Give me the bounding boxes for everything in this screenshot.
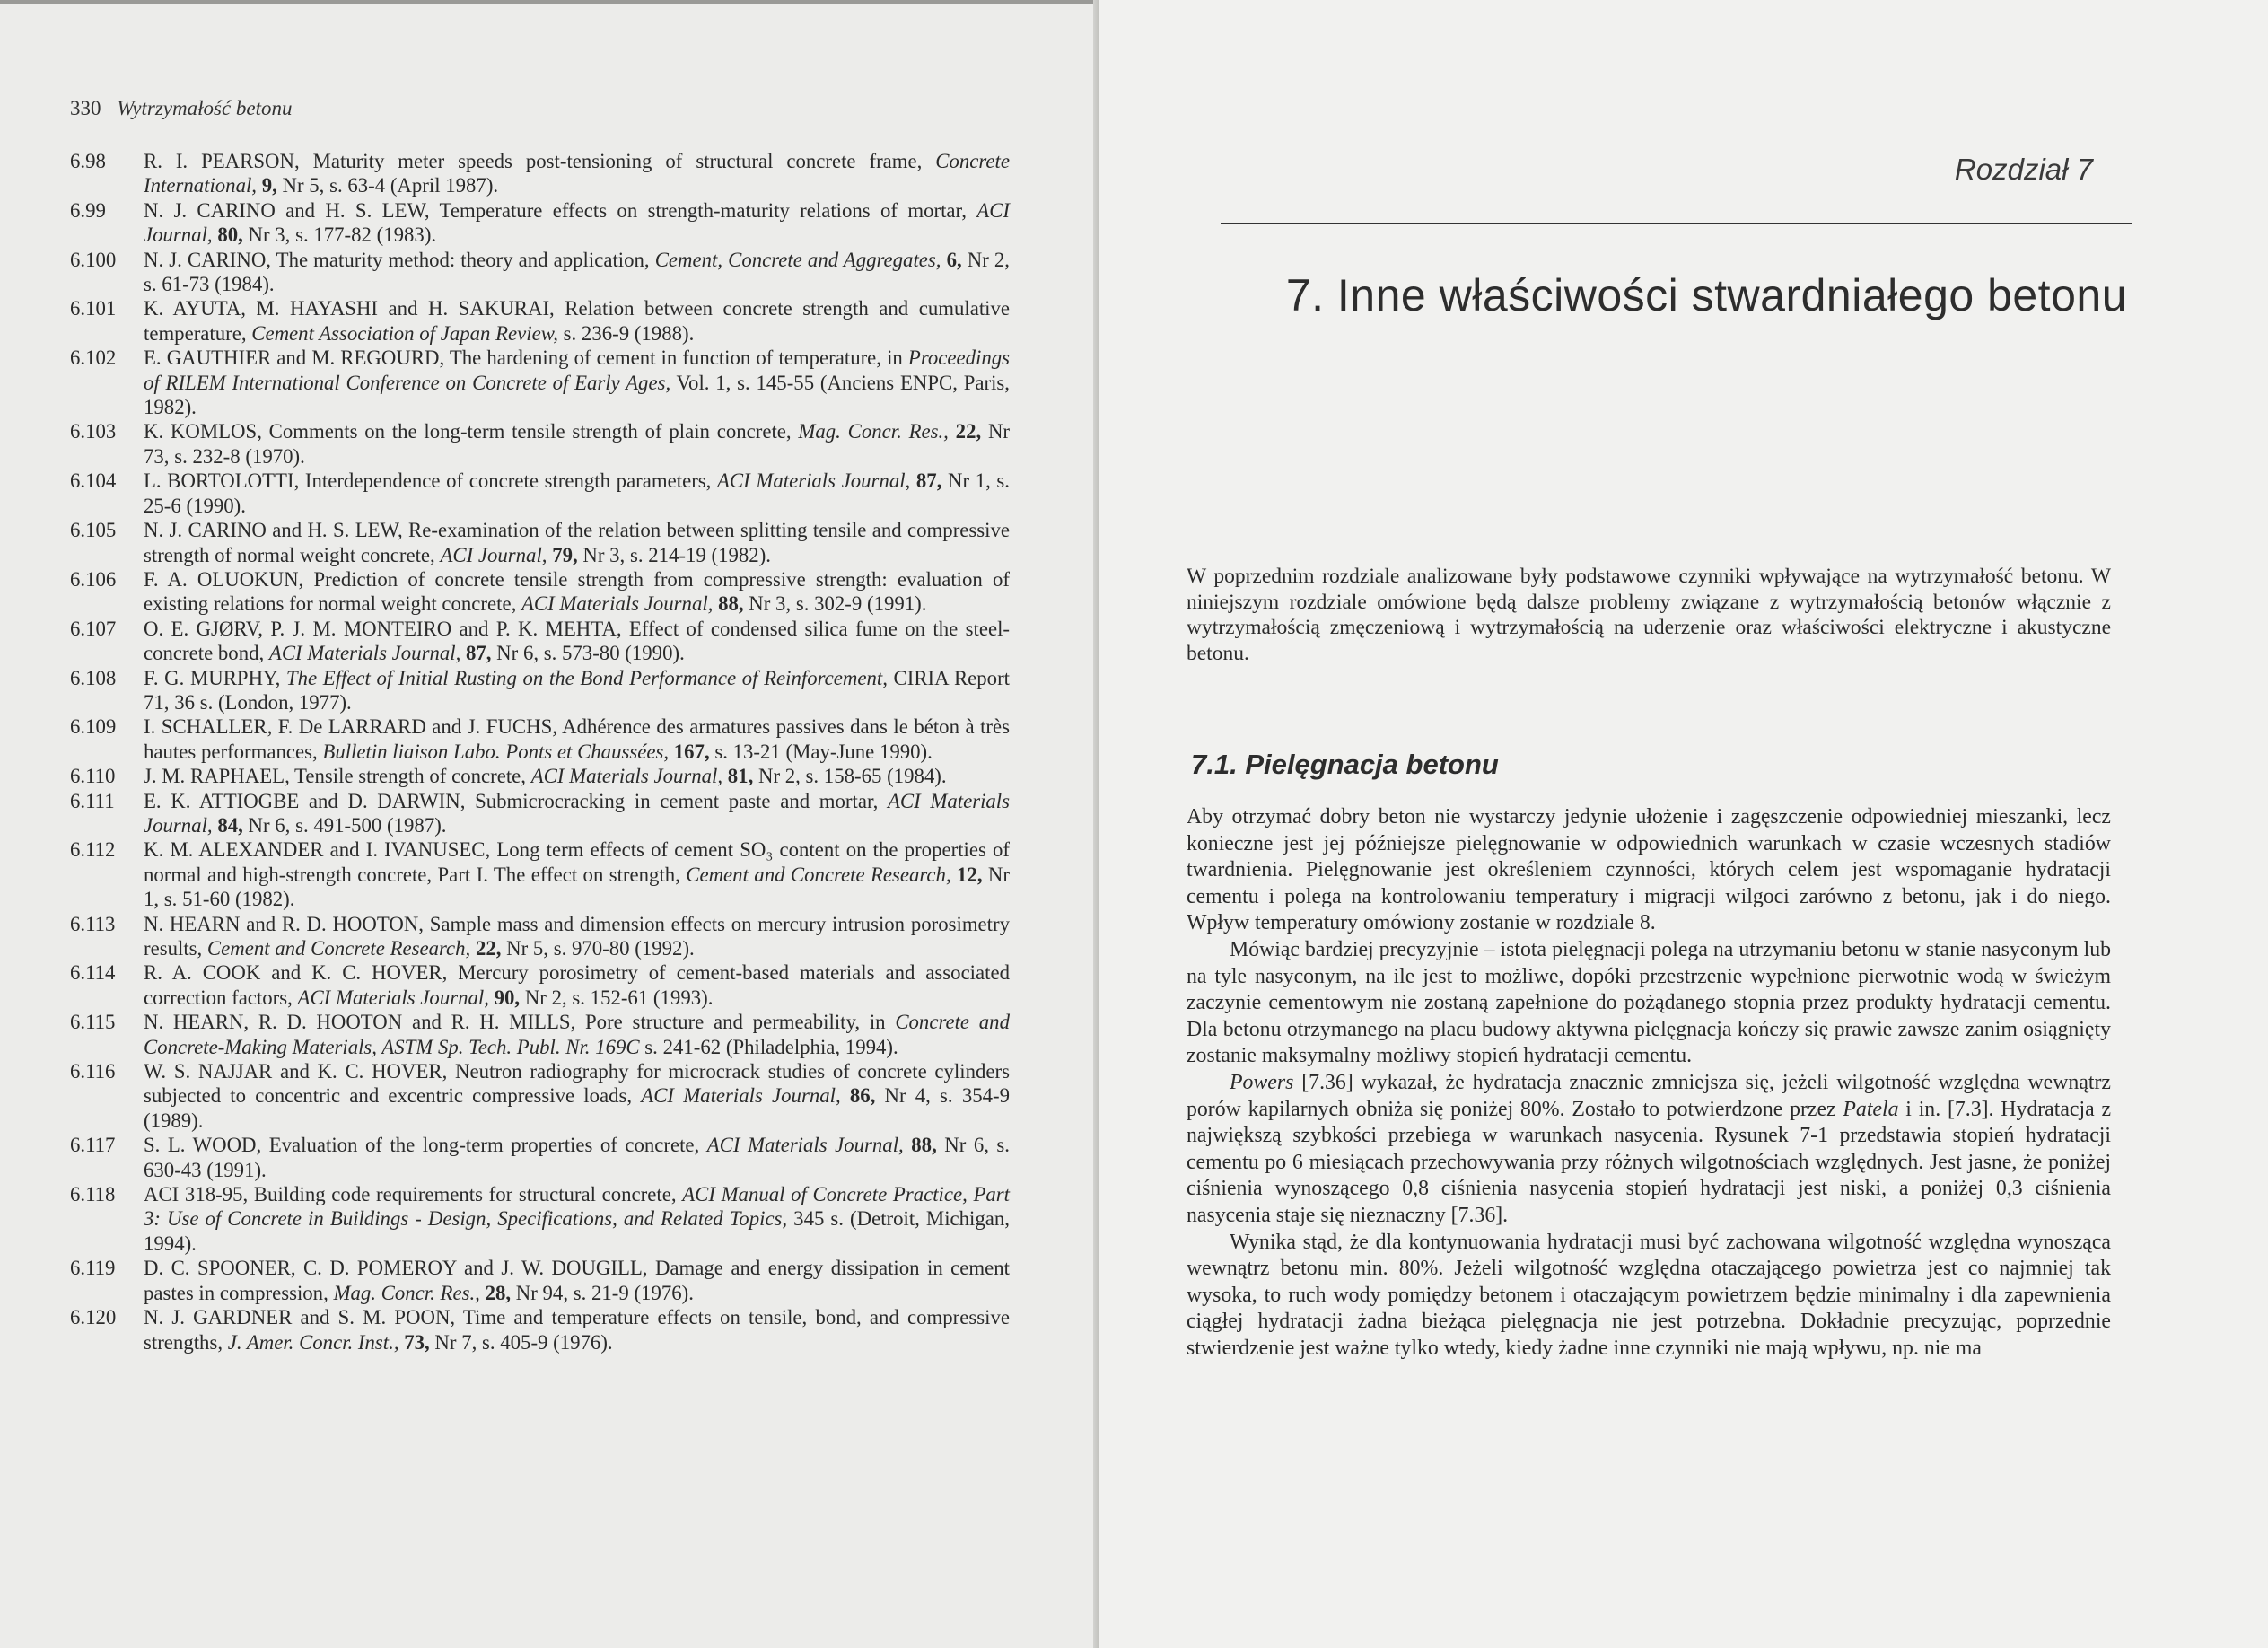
reference-text (144, 912, 1010, 961)
reference-item (70, 198, 1010, 248)
reference-text (144, 960, 1010, 1010)
text-run: Vol. 1, s. 145-55 (Anciens ENPC, Paris, 1982). (144, 371, 1010, 419)
reference-text (144, 198, 1010, 248)
italic-text: ACI Materials Journal, (641, 1084, 841, 1108)
text-run: N. HEARN and R. D. HOOTON, Sample mass and dimension effects on mercury intrusion porosimetry results, (144, 912, 1010, 960)
text-run: i in. [7.3]. Hydratacja z największą szybkości przebiega w warunkach nasycenia. Rysunek 7-1 przedstawia stopień hydratacji cementu po 6 miesiącach przechowywania przy różnych wilgotnościach względnych. Jest jasne, że poniżej ciśnienia wynoszącego 0,8 ciśnienia nasycenia stopień hydratacji jest niski, a poniżej 0,3 ciśnienia nasycenia staje się nieznaczny [7.36]. (1187, 1097, 2111, 1227)
text-run: R. I. PEARSON, Maturity meter speeds post-tensioning of structural concrete frame, (144, 150, 936, 172)
reference-text (144, 149, 1010, 198)
text-run (904, 1134, 912, 1156)
reference-item (70, 1133, 1010, 1182)
italic-text: ACI Materials Journal, (521, 592, 714, 616)
volume-number: 86, (849, 1084, 876, 1108)
italic-text: Powers (1230, 1070, 1294, 1094)
reference-item (70, 1305, 1010, 1354)
text-run: s. 241-62 (Philadelphia, 1994). (639, 1035, 898, 1058)
italic-text: ACI Materials Journal, (297, 986, 489, 1009)
reference-item (70, 149, 1010, 198)
italic-text: Bulletin liaison Labo. Ponts et Chaussées, (322, 740, 670, 763)
italic-text: Cement, Concrete and Aggregates, (654, 248, 941, 271)
right-page (1099, 0, 2268, 1648)
text-run: Nr 2, s. 61-73 (1984). (144, 248, 1011, 296)
reference-text (144, 346, 1010, 419)
text-run: L. BORTOLOTTI, Interdependence of concrete strength parameters, (144, 469, 717, 493)
reference-text (144, 518, 1010, 567)
italic-text: Concrete and Concrete-Making Materials, ASTM Sp. Tech. Publ. Nr. 169C (144, 1011, 1010, 1058)
page-number: 330 (70, 97, 101, 119)
text-run: 345 s. (Detroit, Michigan, 1994). (144, 1207, 1010, 1255)
text-run: E. GAUTHIER and M. REGOURD, The hardening of cement in function of temperature, in (144, 346, 908, 370)
running-head (70, 97, 1010, 120)
text-run: s. 236-9 (1988). (557, 321, 695, 345)
reference-item (70, 714, 1010, 764)
text-run: R. A. COOK and K. C. HOVER, Mercury porosimetry of cement-based materials and associated correction factors, (144, 961, 1010, 1009)
text-run: Nr 2, s. 158-65 (1984). (753, 765, 947, 788)
reference-number: 6.116 (70, 1060, 116, 1083)
reference-number: 6.110 (70, 765, 116, 788)
reference-text (144, 419, 1010, 469)
reference-text (144, 296, 1010, 346)
italic-text: ACI Journal, (144, 198, 1010, 247)
reference-item (70, 1256, 1010, 1305)
reference-number: 6.98 (70, 150, 106, 172)
reference-text (144, 567, 1010, 617)
reference-text (144, 1059, 1010, 1133)
text-run: E. K. ATTIOGBE and D. DARWIN, Submicrocracking in cement paste and mortar, (144, 789, 888, 812)
reference-text (144, 789, 1010, 838)
chapter-rule (1221, 223, 2132, 224)
italic-text: ACI Manual of Concrete Practice, Part 3: Use of Concrete in Buildings - Design, Specifications, and Related Topics, (144, 1183, 1010, 1231)
volume-number: 167, (673, 740, 710, 763)
text-run: Nr 3, s. 214-19 (1982). (577, 543, 771, 566)
text-run: Nr 6, s. 630-43 (1991). (144, 1134, 1010, 1181)
reference-item (70, 346, 1010, 419)
volume-number: 90, (494, 986, 521, 1009)
reference-item (70, 248, 1010, 297)
text-run: N. J. CARINO, The maturity method: theory and application, (144, 248, 655, 271)
italic-text: Proceedings of RILEM International Conference on Concrete of Early Ages, (144, 346, 1010, 394)
reference-text (144, 1133, 1010, 1182)
reference-number: 6.109 (70, 715, 117, 739)
italic-text: The Effect of Initial Rusting on the Bond Performance of Reinforcement, (285, 666, 888, 689)
reference-number: 6.103 (70, 420, 117, 443)
body-paragraph (1187, 804, 2111, 937)
text-run: Nr 1, s. 51-60 (1982). (144, 863, 1010, 911)
text-run: K. KOMLOS, Comments on the long-term tensile strength of plain concrete, (144, 420, 799, 443)
left-page (0, 0, 1108, 1648)
text-run: N. HEARN, R. D. HOOTON and R. H. MILLS, Pore structure and permeability, in (144, 1011, 896, 1034)
italic-text: Mag. Concr. Res., (798, 420, 949, 443)
body-paragraph (1187, 1070, 2111, 1230)
text-run: Nr 6, s. 491-500 (1987). (242, 813, 447, 837)
reference-list (70, 149, 1010, 1354)
reference-text (144, 469, 1010, 518)
text-run: W. S. NAJJAR and K. C. HOVER, Neutron radiography for microcrack studies of concrete cylinders subjected to concentric and excentric compressive loads, (144, 1060, 1010, 1108)
reference-number: 6.119 (70, 1257, 116, 1280)
chapter-intro: W poprzednim rozdziale analizowane były podstawowe czynniki wpływające na wytrzymałość betonu. W niniejszym rozdziale omówione będą dalsze problemy związane z wytrzymałością betonów włącznie z wytrzymałością zmęczeniową i wytrzymałością na uderzenie oraz właściwości elektryczne i akustyczne betonu. (1187, 565, 2111, 665)
italic-text: Concrete International, (144, 150, 1010, 197)
text-run: Nr 4, s. 354-9 (1989). (144, 1084, 1011, 1132)
text-run (910, 469, 916, 492)
body-paragraph (1187, 937, 2111, 1070)
reference-number: 6.111 (70, 789, 115, 812)
text-run: F. G. MURPHY, (144, 666, 286, 689)
reference-item (70, 837, 1010, 911)
volume-number: 22, (955, 420, 982, 443)
text-run (949, 420, 956, 443)
body-paragraph (1187, 1230, 2111, 1363)
text-run: ACI 318-95, Building code requirements for structural concrete, (144, 1183, 683, 1206)
volume-number: 9, (261, 174, 277, 197)
volume-number: 12, (957, 863, 983, 886)
reference-number: 6.107 (70, 617, 117, 640)
reference-text (144, 1182, 1010, 1256)
reference-item (70, 419, 1010, 469)
reference-item (70, 469, 1010, 518)
reference-item (70, 567, 1010, 617)
reference-text (144, 1305, 1010, 1354)
reference-item (70, 960, 1010, 1010)
reference-number: 6.102 (70, 346, 117, 370)
text-run: Nr 1, s. 25-6 (1990). (144, 469, 1011, 517)
volume-number: 87, (915, 469, 942, 493)
reference-number: 6.104 (70, 469, 117, 493)
text-run: N. J. CARINO and H. S. LEW, Re-examination of the relation between splitting tensile and compressive strength of normal weight concrete, (144, 519, 1010, 566)
text-run: Nr 7, s. 405-9 (1976). (429, 1330, 613, 1354)
text-run: Nr 73, s. 232-8 (1970). (144, 420, 1010, 468)
reference-number: 6.105 (70, 519, 117, 542)
volume-number: 88, (718, 592, 744, 616)
reference-number: 6.113 (70, 912, 116, 935)
text-run (841, 1084, 850, 1107)
reference-item (70, 789, 1010, 838)
text-run: Nr 3, s. 177-82 (1983). (242, 224, 437, 247)
text-run: CIRIA Report 71, 36 s. (London, 1977). (144, 666, 1010, 714)
text-run: N. J. CARINO and H. S. LEW, Temperature effects on strength-maturity relations of mortar, (144, 198, 977, 222)
text-run: S. L. WOOD, Evaluation of the long-term properties of concrete, (144, 1134, 707, 1157)
reference-number: 6.108 (70, 666, 117, 689)
running-title: Wytrzymałość betonu (117, 97, 293, 119)
italic-text: ACI Materials Journal, (706, 1134, 904, 1157)
italic-text: Cement and Concrete Research, (686, 863, 951, 886)
text-run: Nr 2, s. 152-61 (1993). (520, 986, 714, 1009)
page-top-edge (0, 0, 1108, 4)
reference-item (70, 617, 1010, 666)
volume-number: 87, (465, 642, 492, 665)
text-run: [7.36] wykazał, że hydratacja znacznie zmniejsza się, jeżeli wilgotność względna wewnątrz porów kapilarnych obniża się poniżej 80%. Zostało to potwierdzone przez (1187, 1070, 2111, 1121)
text-run: N. J. GARDNER and S. M. POON, Time and temperature effects on tensile, bond, and compressive strengths, (144, 1306, 1010, 1354)
reference-item (70, 912, 1010, 961)
reference-item (70, 1010, 1010, 1059)
reference-number: 6.106 (70, 567, 117, 591)
text-run: J. M. RAPHAEL, Tensile strength of concrete, (144, 765, 531, 788)
volume-number: 81, (727, 765, 754, 788)
volume-number: 79, (552, 543, 578, 566)
volume-number: 22, (475, 937, 502, 960)
reference-text (144, 248, 1010, 297)
reference-number: 6.117 (70, 1134, 116, 1157)
chapter-title: 7. Inne właściwości stwardniałego betonu (1285, 270, 2127, 320)
italic-text: ACI Journal, (440, 543, 547, 566)
reference-number: 6.100 (70, 248, 117, 271)
text-run: O. E. GJØRV, P. J. M. MONTEIRO and P. K. MEHTA, Effect of condensed silica fume on the steel-concrete bond, (144, 617, 1010, 665)
reference-text (144, 764, 1010, 788)
text-run: I. SCHALLER, F. De LARRARD and J. FUCHS, Adhérence des armatures passives dans le béton à très hautes performances, (144, 715, 1010, 763)
reference-text (144, 1256, 1010, 1305)
section-body (1187, 804, 2268, 1362)
italic-text: Mag. Concr. Res., (333, 1281, 480, 1304)
text-run: D. C. SPOONER, C. D. POMEROY and J. W. DOUGILL, Damage and energy dissipation in cement pastes in compression, (144, 1257, 1010, 1304)
italic-text: ACI Materials Journal, (717, 469, 911, 493)
text-run: K. M. ALEXANDER and I. IVANUSEC, Long term effects of cement SO₃ content on the properties of normal and high-strength concrete, Part I. The effect on strength, (144, 838, 1010, 886)
text-run: Nr 5, s. 63-4 (April 1987). (276, 174, 499, 197)
text-run: Nr 6, s. 573-80 (1990). (491, 642, 685, 665)
chapter-label: Rozdział 7 (1954, 153, 2093, 186)
reference-number: 6.99 (70, 198, 106, 222)
volume-number: 84, (217, 813, 243, 837)
reference-item (70, 666, 1010, 715)
italic-text: ACI Materials Journal, (268, 642, 461, 665)
text-run: Mówiąc bardziej precyzyjnie – istota pielęgnacji polega na utrzymaniu betonu w stanie nasyconym lub na tyle nasyconym, na ile jest to możliwe, dopóki przestrzenie wypełnione pierwotnie wodą w świeżym zaczynie cementowym nie zostaną zapełnione do pożądanego stopnia przez produkty hydratacji cementu. Dla betonu otrzymanego na placu budowy aktywna pielęgnacja kończy się prawie zawsze zanim osiągnięty zostanie maksymalny możliwy stopień hydratacji cementu. (1187, 937, 2111, 1068)
reference-text (144, 837, 1010, 911)
italic-text: Cement Association of Japan Review, (251, 321, 558, 345)
italic-text: ACI Materials Journal, (530, 765, 723, 788)
reference-text (144, 1010, 1010, 1059)
reference-number: 6.101 (70, 297, 117, 320)
reference-number: 6.120 (70, 1306, 117, 1329)
section-title: 7.1. Pielęgnacja betonu (1191, 749, 1499, 780)
text-run: Aby otrzymać dobry beton nie wystarczy jedynie ułożenie i zagęszczenie odpowiedniej mieszanki, lecz konieczne jest jej późniejsze pielęgnowanie w odpowiednich warunkach w czasie wczesnych stadiów twardnienia. Pielęgnowanie jest określeniem czynności, których celem jest wspomaganie hydratacji cementu i polega na kontrolowaniu temperatury i migracji wilgoci zarówno z betonu, jak i do niego. Wpływ temperatury omówiony zostanie w rozdziale 8. (1187, 805, 2111, 935)
reference-number: 6.114 (70, 961, 116, 985)
text-run: Nr 5, s. 970-80 (1992). (501, 937, 695, 960)
reference-number: 6.112 (70, 838, 116, 862)
volume-number: 88, (911, 1134, 937, 1157)
reference-item (70, 1182, 1010, 1256)
reference-item (70, 764, 1010, 788)
reference-text (144, 617, 1010, 666)
text-run: Nr 94, s. 21-9 (1976). (511, 1281, 694, 1304)
reference-number: 6.115 (70, 1011, 116, 1034)
text-run: F. A. OLUOKUN, Prediction of concrete tensile strength from compressive strength: evaluation of existing relations for normal weight concrete, (144, 567, 1010, 616)
volume-number: 80, (217, 224, 243, 247)
volume-number: 73, (404, 1330, 430, 1354)
italic-text: J. Amer. Concr. Inst., (227, 1330, 399, 1354)
italic-text: ACI Materials Journal, (144, 789, 1011, 837)
reference-item (70, 518, 1010, 567)
italic-text: Patela (1843, 1097, 1899, 1121)
text-run: K. AYUTA, M. HAYASHI and H. SAKURAI, Relation between concrete strength and cumulative temperature, (144, 297, 1010, 345)
reference-item (70, 1059, 1010, 1133)
volume-number: 28, (485, 1281, 512, 1304)
italic-text: Cement and Concrete Research, (206, 937, 471, 960)
reference-text (144, 714, 1010, 764)
reference-item (70, 296, 1010, 346)
volume-number: 6, (946, 248, 962, 271)
reference-number: 6.118 (70, 1183, 116, 1206)
reference-text (144, 666, 1010, 715)
text-run: Nr 3, s. 302-9 (1991). (743, 592, 927, 616)
text-run: Wynika stąd, że dla kontynuowania hydratacji musi być zachowana wilgotność względna wynosząca wewnątrz betonu min. 80%. Jeżeli wilgotność względna otaczającego powietrza jest co najmniej tak wysoka, to ruch wody pomiędzy betonem i otaczającym powietrzem będzie minimalny i dla zapewnienia ciągłej hydratacji żadna bieżąca pielęgnacja nie jest potrzebna. Dokładnie precyzując, poprzednie stwierdzenie jest ważne tylko wtedy, kiedy żadne inne czynniki nie mają wpływu, np. nie ma (1187, 1230, 2111, 1360)
text-run: s. 13-21 (May-June 1990). (709, 740, 933, 763)
